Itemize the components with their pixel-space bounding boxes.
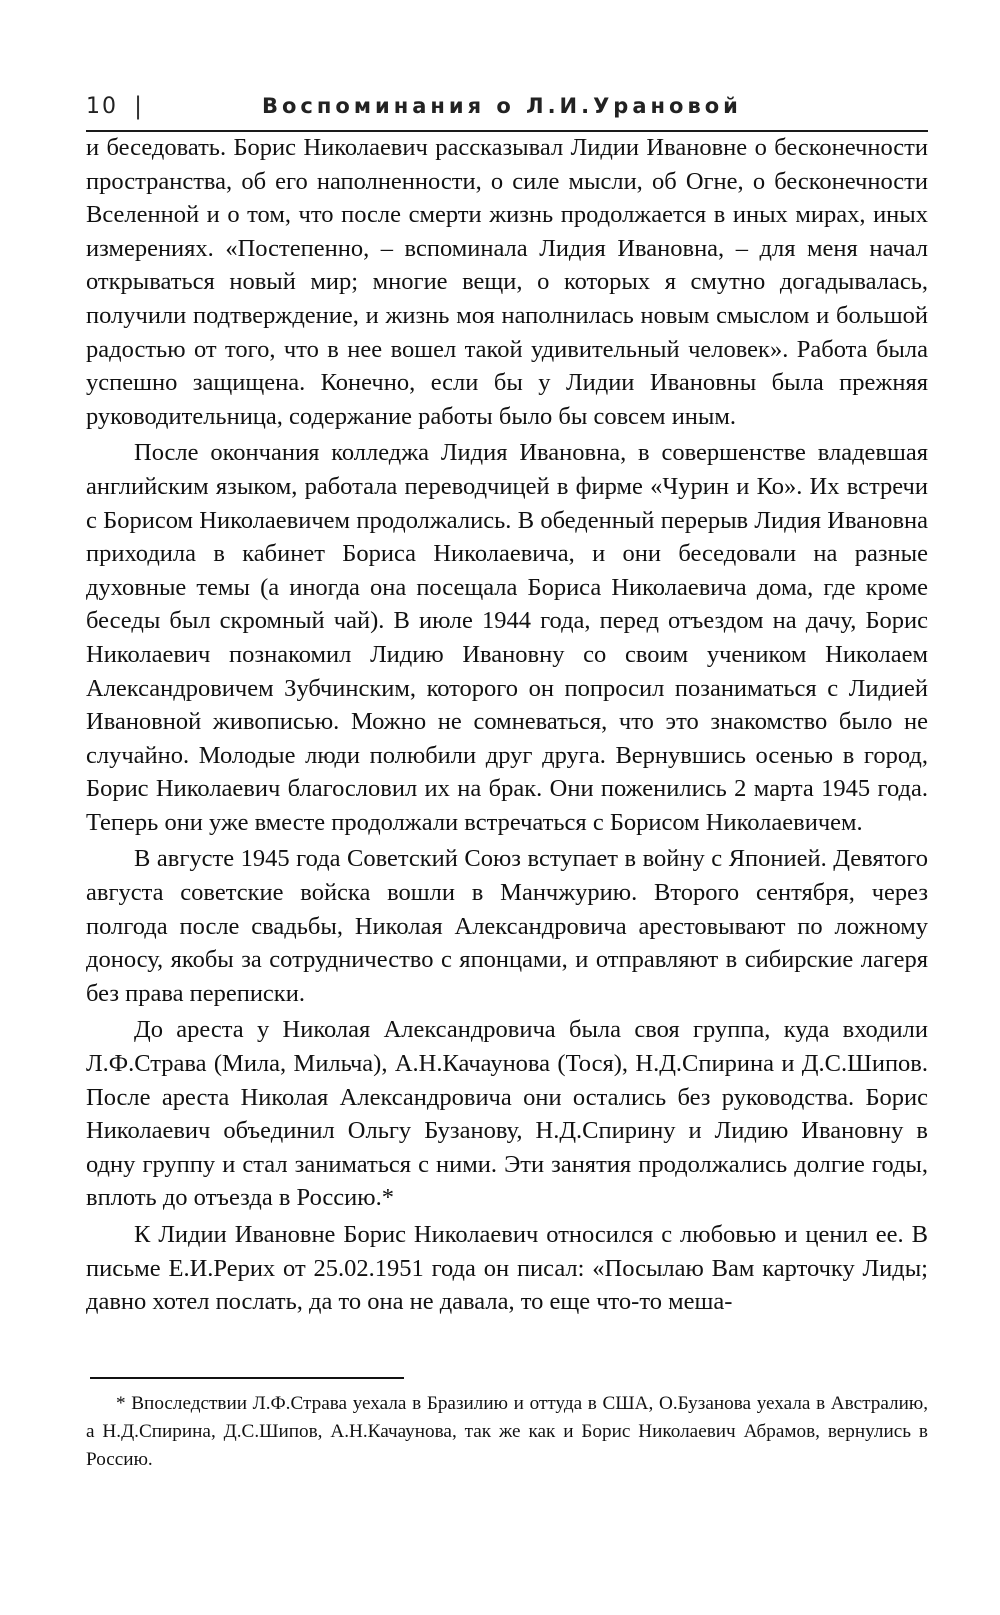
paragraph: До ареста у Николая Александровича была своя группа, куда входили Л.Ф.Страва (Мила, Мильча), А.Н.Качаунова (Тося), Н.Д.Спирина и Д.С.Шипов. После ареста Николая Александровича они остались без руководства. Борис Николаевич объединил Ольгу Бузанову, Н.Д.Спирину и Лидию Ивановну в одну группу и стал заниматься с ними. Эти занятия продолжались долгие годы, вплоть до отъезда в Россию.* <box>86 1016 928 1212</box>
body-text <box>86 131 928 1319</box>
paragraph: В августе 1945 года Советский Союз вступает в войну с Японией. Девятого августа советские войска вошли в Манчжурию. Второго сентября, через полгода после свадьбы, Николая Александровича арестовывают по ложному доносу, якобы за сотрудничество с японцами, и отправляют в сибирские лагеря без права переписки. <box>86 845 928 1007</box>
paragraph: К Лидии Ивановне Борис Николаевич относился с любовью и ценил ее. В письме Е.И.Рерих от 25.02.1951 года он писал: «Посылаю Вам карточку Лиды; давно хотел послать, да то она не давала, то еще что-то меша- <box>86 1221 928 1316</box>
footnote-text: * Впоследствии Л.Ф.Страва уехала в Бразилию и оттуда в США, О.Бузанова уехала в Австралию, а Н.Д.Спирина, Д.С.Шипов, А.Н.Качаунова, так же как и Борис Николаевич Абрамов, вернулись в Россию. <box>86 1393 928 1470</box>
footnote <box>86 1390 928 1474</box>
page-number: 10 <box>86 94 118 119</box>
paragraph-continuation: и беседовать. Борис Николаевич рассказывал Лидии Ивановне о бесконечности пространства, об его наполненности, о силе мысли, об Огне, о бесконечности Вселенной и о том, что после смерти жизнь продолжается в иных мирах, иных измерениях. «Постепенно, – вспоминала Лидия Ивановна, – для меня начал открываться новый мир; многие вещи, о которых я смутно догадывалась, получили подтверждение, и жизнь моя наполнилась новым смыслом и большой радостью от того, что в нее вошел такой удивительный человек». Работа была успешно защищена. Конечно, если бы у Лидии Ивановны была прежняя руководительница, содержание работы было бы совсем иным. <box>86 134 928 430</box>
header-separator: | <box>134 92 143 120</box>
running-head <box>86 90 928 132</box>
footnote-divider <box>90 1377 404 1379</box>
running-title: Воспоминания о Л.И.Урановой <box>262 94 742 118</box>
paragraph: После окончания колледжа Лидия Ивановна, в совершенстве владевшая английским языком, работала переводчицей в фирме «Чурин и Ко». Их встречи с Борисом Николаевичем продолжались. В обеденный перерыв Лидия Ивановна приходила в кабинет Бориса Николаевича, и они беседовали на разные духовные темы (а иногда она посещала Бориса Николаевича дома, где кроме беседы был скромный чай). В июле 1944 года, перед отъездом на дачу, Борис Николаевич познакомил Лидию Ивановну со своим учеником Николаем Александровичем Зубчинским, которого он попросил позаниматься с Лидией Ивановной живописью. Можно не сомневаться, что это знакомство было не случайно. Молодые люди полюбили друг друга. Вернувшись осенью в город, Борис Николаевич благословил их на брак. Они поженились 2 марта 1945 года. Теперь они уже вместе продолжали встречаться с Борисом Николаевичем. <box>86 439 928 836</box>
